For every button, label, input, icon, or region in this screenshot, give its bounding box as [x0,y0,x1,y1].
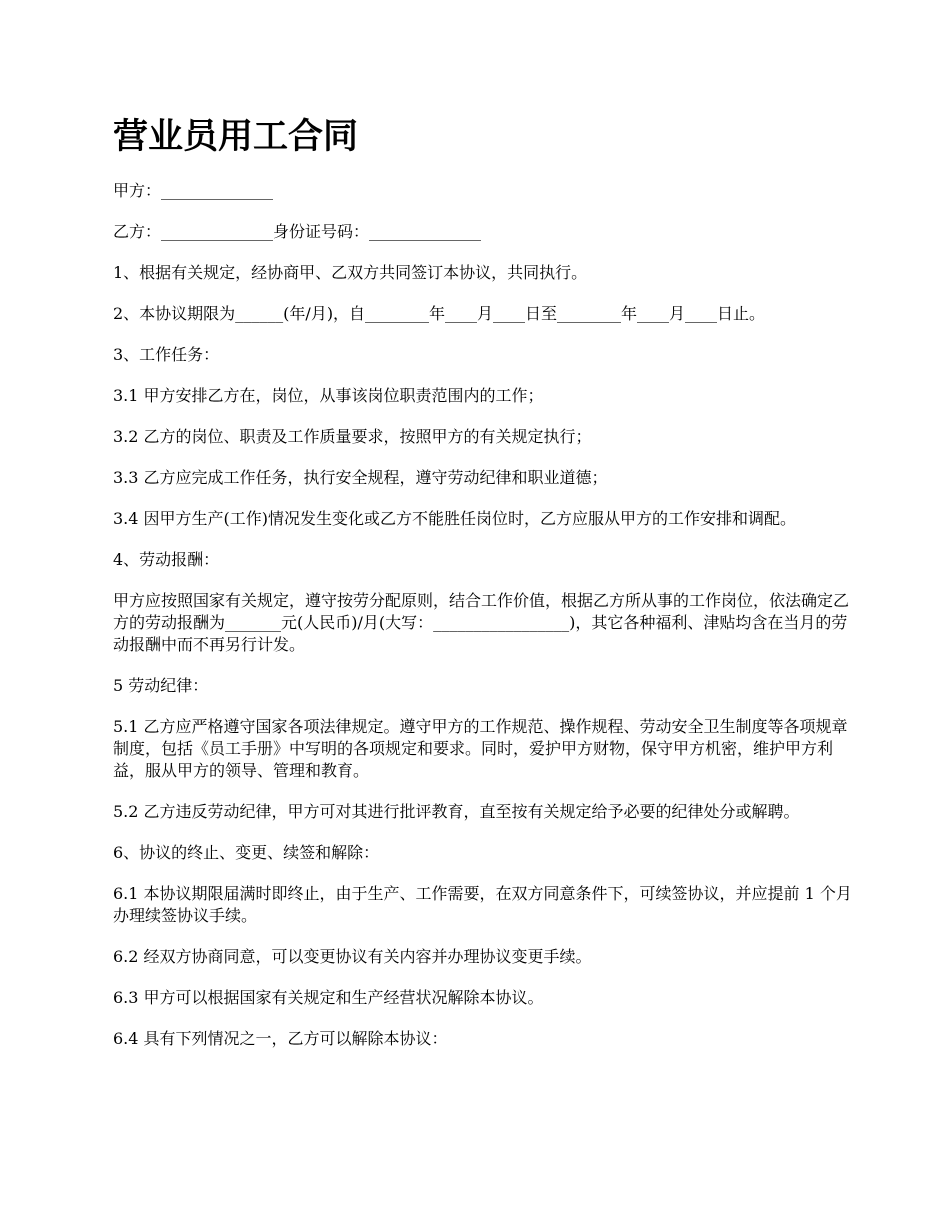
clause-3-2: 3.2 乙方的岗位、职责及工作质量要求，按照甲方的有关规定执行； [113,427,592,446]
clause-4-body: 甲方应按照国家有关规定，遵守按劳分配原则，结合工作价值，根据乙方所从事的工作岗位，依法确定乙方的劳动报酬为_______元(人民币)/月(大写：_________________)，其它各种福利、津贴均含在当月的劳动报酬中而不再另行计发。 [113,591,850,654]
party-a-line: 甲方：______________ [113,181,274,200]
clause-5-1: 5.1 乙方应严格遵守国家各项法律规定。遵守甲方的工作规范、操作规程、劳动安全卫生制度等各项规章制度，包括《员工手册》中写明的各项规定和要求。同时，爱护甲方财物，保守甲方机密，维护甲方利益，服从甲方的领导、管理和教育。 [113,717,848,780]
clause-2-term: 2、本协议期限为______(年/月)，自________年____月____日至________年____月____日止。 [113,304,766,323]
document-title: 营业员用工合同 [113,117,359,157]
clause-4-heading: 4、劳动报酬： [113,550,220,569]
clause-3-3: 3.3 乙方应完成工作任务，执行安全规程，遵守劳动纪律和职业道德； [113,468,608,487]
party-b-line: 乙方：______________身份证号码：______________ [113,222,482,241]
clause-5-2: 5.2 乙方违反劳动纪律，甲方可对其进行批评教育，直至按有关规定给予必要的纪律处分或解聘。 [113,802,800,821]
clause-1: 1、根据有关规定，经协商甲、乙双方共同签订本协议，共同执行。 [113,263,588,282]
clause-6-1: 6.1 本协议期限届满时即终止，由于生产、工作需要，在双方同意条件下，可续签协议，并应提前 1 个月办理续签协议手续。 [113,884,852,925]
clause-3-1: 3.1 甲方安排乙方在，岗位，从事该岗位职责范围内的工作； [113,386,544,405]
clause-3-heading: 3、工作任务： [113,345,220,364]
clause-5-heading: 5 劳动纪律： [113,676,209,695]
clause-6-2: 6.2 经双方协商同意，可以变更协议有关内容并办理协议变更手续。 [113,947,592,966]
document-page [113,112,853,1069]
clause-6-4: 6.4 具有下列情况之一，乙方可以解除本协议： [113,1029,448,1048]
clause-6-heading: 6、协议的终止、变更、续签和解除： [113,843,380,862]
clause-6-3: 6.3 甲方可以根据国家有关规定和生产经营状况解除本协议。 [113,988,544,1007]
clause-3-4: 3.4 因甲方生产(工作)情况发生变化或乙方不能胜任岗位时，乙方应服从甲方的工作安排和调配。 [113,509,797,528]
